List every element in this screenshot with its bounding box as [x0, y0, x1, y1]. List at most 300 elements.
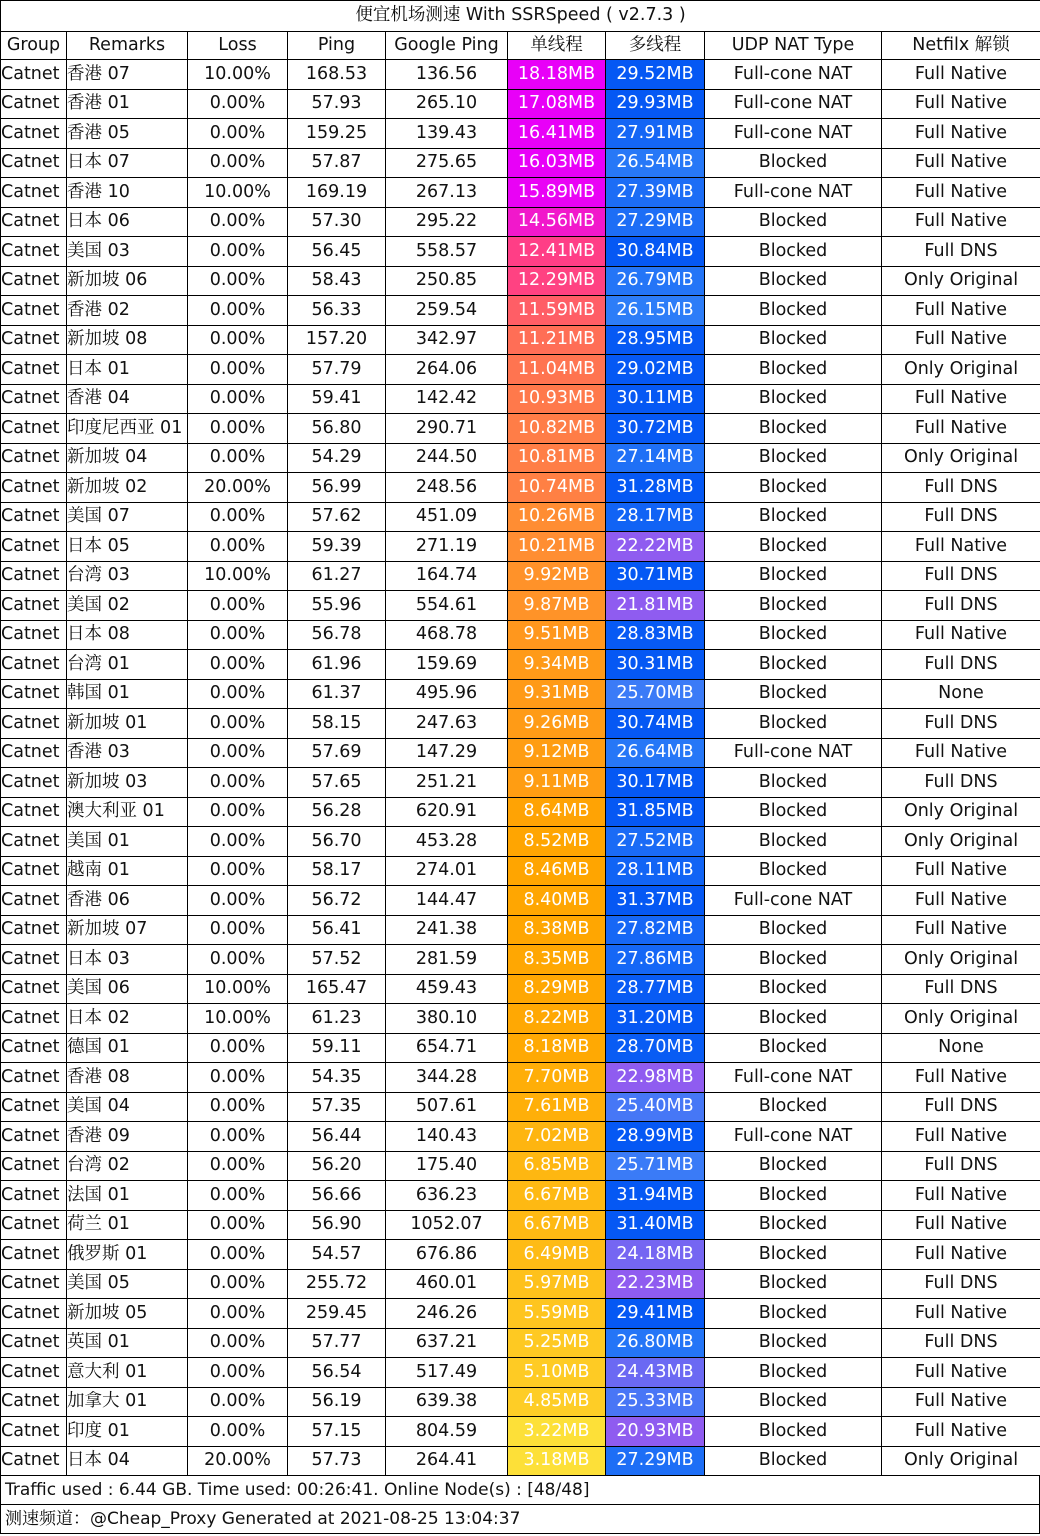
cell-udp-nat-type: Blocked: [705, 148, 882, 178]
cell-ping: 61.96: [288, 650, 386, 680]
cell-udp-nat-type: Blocked: [705, 1092, 882, 1122]
cell-ping: 56.78: [288, 620, 386, 650]
cell-google-ping: 342.97: [386, 325, 508, 355]
cell-udp-nat-type: Blocked: [705, 1240, 882, 1270]
cell-remarks: 新加坡 08: [67, 325, 188, 355]
cell-netflix-unlock: Full Native: [882, 1240, 1040, 1270]
cell-remarks: 台湾 03: [67, 561, 188, 591]
cell-remarks: 印度 01: [67, 1417, 188, 1447]
table-row: [1, 827, 1040, 857]
cell-single-thread: 5.10MB: [508, 1358, 606, 1388]
cell-single-thread: 8.18MB: [508, 1033, 606, 1063]
cell-ping: 56.20: [288, 1151, 386, 1181]
cell-group: Catnet: [1, 266, 67, 296]
cell-group: Catnet: [1, 768, 67, 798]
cell-ping: 58.17: [288, 856, 386, 886]
cell-single-thread: 9.11MB: [508, 768, 606, 798]
cell-udp-nat-type: Blocked: [705, 325, 882, 355]
cell-netflix-unlock: Full Native: [882, 89, 1040, 119]
cell-netflix-unlock: Full DNS: [882, 237, 1040, 267]
cell-netflix-unlock: Full Native: [882, 1063, 1040, 1093]
cell-multi-thread: 30.11MB: [606, 384, 705, 414]
header-udp-nat-type: UDP NAT Type: [705, 32, 882, 60]
cell-loss: 0.00%: [188, 1328, 288, 1358]
cell-netflix-unlock: Full DNS: [882, 591, 1040, 621]
cell-udp-nat-type: Blocked: [705, 709, 882, 739]
cell-ping: 56.44: [288, 1122, 386, 1152]
table-row: [1, 974, 1040, 1004]
cell-multi-thread: 27.91MB: [606, 119, 705, 149]
cell-multi-thread: 28.70MB: [606, 1033, 705, 1063]
cell-google-ping: 517.49: [386, 1358, 508, 1388]
cell-udp-nat-type: Blocked: [705, 1210, 882, 1240]
cell-single-thread: 11.21MB: [508, 325, 606, 355]
cell-multi-thread: 25.40MB: [606, 1092, 705, 1122]
cell-remarks: 意大利 01: [67, 1358, 188, 1388]
cell-google-ping: 248.56: [386, 473, 508, 503]
cell-ping: 57.65: [288, 768, 386, 798]
cell-ping: 56.19: [288, 1387, 386, 1417]
cell-single-thread: 10.81MB: [508, 443, 606, 473]
cell-multi-thread: 29.41MB: [606, 1299, 705, 1329]
cell-netflix-unlock: Full Native: [882, 1299, 1040, 1329]
cell-netflix-unlock: Full Native: [882, 148, 1040, 178]
cell-udp-nat-type: Blocked: [705, 650, 882, 680]
cell-remarks: 美国 07: [67, 502, 188, 532]
cell-loss: 0.00%: [188, 738, 288, 768]
cell-udp-nat-type: Blocked: [705, 384, 882, 414]
cell-remarks: 日本 03: [67, 945, 188, 975]
cell-single-thread: 3.22MB: [508, 1417, 606, 1447]
cell-loss: 0.00%: [188, 1299, 288, 1329]
cell-remarks: 加拿大 01: [67, 1387, 188, 1417]
cell-ping: 57.69: [288, 738, 386, 768]
cell-single-thread: 10.26MB: [508, 502, 606, 532]
cell-single-thread: 8.35MB: [508, 945, 606, 975]
cell-single-thread: 9.12MB: [508, 738, 606, 768]
cell-google-ping: 265.10: [386, 89, 508, 119]
cell-google-ping: 637.21: [386, 1328, 508, 1358]
cell-netflix-unlock: Full Native: [882, 296, 1040, 326]
table-row: [1, 414, 1040, 444]
cell-single-thread: 10.82MB: [508, 414, 606, 444]
cell-udp-nat-type: Blocked: [705, 1033, 882, 1063]
cell-loss: 10.00%: [188, 974, 288, 1004]
cell-group: Catnet: [1, 650, 67, 680]
cell-ping: 57.30: [288, 207, 386, 237]
cell-ping: 61.27: [288, 561, 386, 591]
cell-multi-thread: 28.99MB: [606, 1122, 705, 1152]
cell-single-thread: 6.67MB: [508, 1210, 606, 1240]
cell-group: Catnet: [1, 797, 67, 827]
cell-ping: 57.15: [288, 1417, 386, 1447]
cell-google-ping: 380.10: [386, 1004, 508, 1034]
cell-udp-nat-type: Blocked: [705, 1446, 882, 1476]
cell-single-thread: 14.56MB: [508, 207, 606, 237]
cell-loss: 0.00%: [188, 443, 288, 473]
cell-multi-thread: 27.82MB: [606, 915, 705, 945]
cell-single-thread: 17.08MB: [508, 89, 606, 119]
cell-ping: 54.35: [288, 1063, 386, 1093]
cell-multi-thread: 25.33MB: [606, 1387, 705, 1417]
cell-ping: 61.37: [288, 679, 386, 709]
header-group: Group: [1, 32, 67, 60]
cell-udp-nat-type: Full-cone NAT: [705, 1122, 882, 1152]
cell-multi-thread: 22.23MB: [606, 1269, 705, 1299]
cell-group: Catnet: [1, 119, 67, 149]
table-row: [1, 502, 1040, 532]
cell-loss: 0.00%: [188, 119, 288, 149]
cell-group: Catnet: [1, 207, 67, 237]
cell-udp-nat-type: Blocked: [705, 620, 882, 650]
cell-ping: 157.20: [288, 325, 386, 355]
table-row: [1, 89, 1040, 119]
cell-ping: 57.87: [288, 148, 386, 178]
cell-remarks: 新加坡 02: [67, 473, 188, 503]
cell-ping: 56.41: [288, 915, 386, 945]
cell-loss: 20.00%: [188, 473, 288, 503]
cell-ping: 57.93: [288, 89, 386, 119]
cell-single-thread: 6.85MB: [508, 1151, 606, 1181]
cell-udp-nat-type: Blocked: [705, 1181, 882, 1211]
cell-multi-thread: 25.71MB: [606, 1151, 705, 1181]
cell-loss: 0.00%: [188, 650, 288, 680]
cell-remarks: 印度尼西亚 01: [67, 414, 188, 444]
cell-remarks: 美国 01: [67, 827, 188, 857]
cell-google-ping: 344.28: [386, 1063, 508, 1093]
cell-ping: 56.66: [288, 1181, 386, 1211]
cell-google-ping: 244.50: [386, 443, 508, 473]
table-row: [1, 325, 1040, 355]
table-row: [1, 1210, 1040, 1240]
cell-single-thread: 9.51MB: [508, 620, 606, 650]
cell-group: Catnet: [1, 974, 67, 1004]
cell-group: Catnet: [1, 1299, 67, 1329]
table-row: [1, 1328, 1040, 1358]
cell-google-ping: 676.86: [386, 1240, 508, 1270]
cell-ping: 57.79: [288, 355, 386, 385]
cell-netflix-unlock: Full DNS: [882, 768, 1040, 798]
cell-google-ping: 507.61: [386, 1092, 508, 1122]
header-loss: Loss: [188, 32, 288, 60]
cell-udp-nat-type: Blocked: [705, 355, 882, 385]
cell-single-thread: 7.61MB: [508, 1092, 606, 1122]
cell-loss: 0.00%: [188, 1151, 288, 1181]
cell-single-thread: 6.49MB: [508, 1240, 606, 1270]
cell-google-ping: 246.26: [386, 1299, 508, 1329]
cell-ping: 59.39: [288, 532, 386, 562]
cell-remarks: 德国 01: [67, 1033, 188, 1063]
cell-google-ping: 460.01: [386, 1269, 508, 1299]
cell-group: Catnet: [1, 296, 67, 326]
cell-group: Catnet: [1, 620, 67, 650]
cell-google-ping: 136.56: [386, 60, 508, 90]
cell-loss: 0.00%: [188, 945, 288, 975]
cell-udp-nat-type: Full-cone NAT: [705, 1063, 882, 1093]
cell-remarks: 美国 05: [67, 1269, 188, 1299]
table-row: [1, 797, 1040, 827]
table-row: [1, 915, 1040, 945]
cell-remarks: 日本 08: [67, 620, 188, 650]
cell-netflix-unlock: Full Native: [882, 1122, 1040, 1152]
cell-group: Catnet: [1, 738, 67, 768]
cell-google-ping: 453.28: [386, 827, 508, 857]
table-row: [1, 1417, 1040, 1447]
cell-remarks: 香港 04: [67, 384, 188, 414]
cell-group: Catnet: [1, 148, 67, 178]
cell-group: Catnet: [1, 1151, 67, 1181]
cell-google-ping: 259.54: [386, 296, 508, 326]
cell-ping: 57.52: [288, 945, 386, 975]
cell-group: Catnet: [1, 1210, 67, 1240]
cell-remarks: 香港 06: [67, 886, 188, 916]
cell-ping: 56.28: [288, 797, 386, 827]
cell-netflix-unlock: None: [882, 679, 1040, 709]
cell-remarks: 新加坡 01: [67, 709, 188, 739]
cell-google-ping: 459.43: [386, 974, 508, 1004]
cell-netflix-unlock: None: [882, 1033, 1040, 1063]
cell-remarks: 澳大利亚 01: [67, 797, 188, 827]
cell-multi-thread: 30.17MB: [606, 768, 705, 798]
table-row: [1, 945, 1040, 975]
cell-ping: 54.57: [288, 1240, 386, 1270]
cell-netflix-unlock: Full DNS: [882, 502, 1040, 532]
cell-google-ping: 159.69: [386, 650, 508, 680]
cell-loss: 0.00%: [188, 1181, 288, 1211]
header-multi-thread: 多线程: [606, 32, 705, 60]
cell-google-ping: 264.06: [386, 355, 508, 385]
cell-netflix-unlock: Full Native: [882, 1358, 1040, 1388]
table-row: [1, 1092, 1040, 1122]
cell-udp-nat-type: Blocked: [705, 1269, 882, 1299]
cell-remarks: 日本 07: [67, 148, 188, 178]
cell-ping: 169.19: [288, 178, 386, 208]
cell-group: Catnet: [1, 1387, 67, 1417]
cell-google-ping: 636.23: [386, 1181, 508, 1211]
cell-ping: 56.72: [288, 886, 386, 916]
cell-netflix-unlock: Full Native: [882, 532, 1040, 562]
cell-google-ping: 264.41: [386, 1446, 508, 1476]
cell-netflix-unlock: Full DNS: [882, 650, 1040, 680]
cell-google-ping: 495.96: [386, 679, 508, 709]
cell-group: Catnet: [1, 60, 67, 90]
cell-google-ping: 139.43: [386, 119, 508, 149]
cell-loss: 0.00%: [188, 1269, 288, 1299]
cell-single-thread: 7.70MB: [508, 1063, 606, 1093]
cell-remarks: 美国 03: [67, 237, 188, 267]
cell-remarks: 美国 02: [67, 591, 188, 621]
cell-google-ping: 271.19: [386, 532, 508, 562]
cell-ping: 165.47: [288, 974, 386, 1004]
cell-single-thread: 4.85MB: [508, 1387, 606, 1417]
cell-multi-thread: 27.29MB: [606, 1446, 705, 1476]
cell-netflix-unlock: Only Original: [882, 1446, 1040, 1476]
cell-multi-thread: 31.37MB: [606, 886, 705, 916]
cell-ping: 56.54: [288, 1358, 386, 1388]
cell-udp-nat-type: Blocked: [705, 207, 882, 237]
cell-google-ping: 251.21: [386, 768, 508, 798]
cell-group: Catnet: [1, 355, 67, 385]
table-row: [1, 473, 1040, 503]
cell-ping: 56.99: [288, 473, 386, 503]
cell-single-thread: 5.97MB: [508, 1269, 606, 1299]
cell-remarks: 越南 01: [67, 856, 188, 886]
cell-ping: 56.80: [288, 414, 386, 444]
cell-group: Catnet: [1, 1033, 67, 1063]
cell-ping: 56.70: [288, 827, 386, 857]
cell-multi-thread: 26.79MB: [606, 266, 705, 296]
cell-ping: 55.96: [288, 591, 386, 621]
cell-single-thread: 11.04MB: [508, 355, 606, 385]
table-row: [1, 266, 1040, 296]
cell-netflix-unlock: Full DNS: [882, 1092, 1040, 1122]
cell-udp-nat-type: Blocked: [705, 768, 882, 798]
cell-ping: 259.45: [288, 1299, 386, 1329]
cell-udp-nat-type: Blocked: [705, 1358, 882, 1388]
cell-group: Catnet: [1, 1122, 67, 1152]
cell-netflix-unlock: Full Native: [882, 1181, 1040, 1211]
cell-remarks: 韩国 01: [67, 679, 188, 709]
table-row: [1, 119, 1040, 149]
cell-netflix-unlock: Only Original: [882, 827, 1040, 857]
cell-netflix-unlock: Full Native: [882, 325, 1040, 355]
cell-loss: 0.00%: [188, 1417, 288, 1447]
cell-udp-nat-type: Blocked: [705, 502, 882, 532]
cell-ping: 61.23: [288, 1004, 386, 1034]
cell-udp-nat-type: Full-cone NAT: [705, 886, 882, 916]
cell-multi-thread: 27.14MB: [606, 443, 705, 473]
cell-netflix-unlock: Full DNS: [882, 1269, 1040, 1299]
table-row: [1, 1063, 1040, 1093]
cell-single-thread: 8.46MB: [508, 856, 606, 886]
cell-remarks: 新加坡 03: [67, 768, 188, 798]
table-row: [1, 856, 1040, 886]
table-row: [1, 768, 1040, 798]
cell-ping: 57.77: [288, 1328, 386, 1358]
cell-google-ping: 274.01: [386, 856, 508, 886]
cell-netflix-unlock: Full DNS: [882, 1328, 1040, 1358]
cell-group: Catnet: [1, 591, 67, 621]
cell-group: Catnet: [1, 1092, 67, 1122]
cell-multi-thread: 31.20MB: [606, 1004, 705, 1034]
cell-remarks: 新加坡 05: [67, 1299, 188, 1329]
cell-google-ping: 142.42: [386, 384, 508, 414]
cell-multi-thread: 24.18MB: [606, 1240, 705, 1270]
cell-multi-thread: 31.28MB: [606, 473, 705, 503]
cell-loss: 0.00%: [188, 797, 288, 827]
table-row: [1, 296, 1040, 326]
cell-loss: 0.00%: [188, 148, 288, 178]
cell-ping: 159.25: [288, 119, 386, 149]
cell-remarks: 美国 06: [67, 974, 188, 1004]
cell-netflix-unlock: Only Original: [882, 355, 1040, 385]
cell-remarks: 香港 01: [67, 89, 188, 119]
cell-netflix-unlock: Only Original: [882, 945, 1040, 975]
cell-google-ping: 144.47: [386, 886, 508, 916]
cell-google-ping: 290.71: [386, 414, 508, 444]
cell-netflix-unlock: Full Native: [882, 620, 1040, 650]
cell-google-ping: 267.13: [386, 178, 508, 208]
cell-loss: 0.00%: [188, 1092, 288, 1122]
cell-multi-thread: 26.54MB: [606, 148, 705, 178]
cell-udp-nat-type: Blocked: [705, 1299, 882, 1329]
cell-netflix-unlock: Only Original: [882, 266, 1040, 296]
cell-loss: 0.00%: [188, 679, 288, 709]
header-remarks: Remarks: [67, 32, 188, 60]
cell-netflix-unlock: Full Native: [882, 1210, 1040, 1240]
cell-remarks: 香港 08: [67, 1063, 188, 1093]
cell-remarks: 台湾 02: [67, 1151, 188, 1181]
cell-group: Catnet: [1, 945, 67, 975]
cell-remarks: 香港 10: [67, 178, 188, 208]
cell-netflix-unlock: Full Native: [882, 915, 1040, 945]
cell-multi-thread: 30.84MB: [606, 237, 705, 267]
cell-google-ping: 639.38: [386, 1387, 508, 1417]
cell-netflix-unlock: Full Native: [882, 1387, 1040, 1417]
cell-udp-nat-type: Blocked: [705, 1328, 882, 1358]
cell-group: Catnet: [1, 1240, 67, 1270]
cell-google-ping: 295.22: [386, 207, 508, 237]
cell-multi-thread: 24.43MB: [606, 1358, 705, 1388]
table-row: [1, 1299, 1040, 1329]
cell-netflix-unlock: Only Original: [882, 797, 1040, 827]
cell-loss: 0.00%: [188, 89, 288, 119]
cell-group: Catnet: [1, 1446, 67, 1476]
table-row: [1, 1151, 1040, 1181]
cell-udp-nat-type: Blocked: [705, 1417, 882, 1447]
cell-loss: 0.00%: [188, 1387, 288, 1417]
cell-udp-nat-type: Blocked: [705, 827, 882, 857]
cell-loss: 0.00%: [188, 856, 288, 886]
cell-netflix-unlock: Full Native: [882, 414, 1040, 444]
cell-udp-nat-type: Blocked: [705, 561, 882, 591]
cell-loss: 0.00%: [188, 237, 288, 267]
cell-loss: 0.00%: [188, 886, 288, 916]
cell-single-thread: 7.02MB: [508, 1122, 606, 1152]
cell-udp-nat-type: Blocked: [705, 473, 882, 503]
cell-udp-nat-type: Blocked: [705, 945, 882, 975]
cell-loss: 10.00%: [188, 60, 288, 90]
cell-multi-thread: 28.83MB: [606, 620, 705, 650]
cell-single-thread: 10.93MB: [508, 384, 606, 414]
cell-loss: 0.00%: [188, 591, 288, 621]
cell-ping: 57.62: [288, 502, 386, 532]
cell-single-thread: 5.59MB: [508, 1299, 606, 1329]
cell-loss: 0.00%: [188, 915, 288, 945]
cell-udp-nat-type: Blocked: [705, 915, 882, 945]
table-row: [1, 237, 1040, 267]
cell-multi-thread: 27.39MB: [606, 178, 705, 208]
cell-multi-thread: 28.77MB: [606, 974, 705, 1004]
cell-remarks: 法国 01: [67, 1181, 188, 1211]
cell-netflix-unlock: Only Original: [882, 1004, 1040, 1034]
cell-loss: 0.00%: [188, 827, 288, 857]
cell-google-ping: 241.38: [386, 915, 508, 945]
cell-udp-nat-type: Blocked: [705, 532, 882, 562]
cell-udp-nat-type: Blocked: [705, 974, 882, 1004]
cell-netflix-unlock: Full DNS: [882, 473, 1040, 503]
cell-udp-nat-type: Blocked: [705, 797, 882, 827]
cell-netflix-unlock: Full Native: [882, 384, 1040, 414]
cell-ping: 56.90: [288, 1210, 386, 1240]
cell-udp-nat-type: Blocked: [705, 266, 882, 296]
cell-remarks: 日本 06: [67, 207, 188, 237]
cell-udp-nat-type: Full-cone NAT: [705, 119, 882, 149]
cell-udp-nat-type: Full-cone NAT: [705, 89, 882, 119]
cell-loss: 0.00%: [188, 1210, 288, 1240]
cell-multi-thread: 30.31MB: [606, 650, 705, 680]
cell-single-thread: 10.74MB: [508, 473, 606, 503]
